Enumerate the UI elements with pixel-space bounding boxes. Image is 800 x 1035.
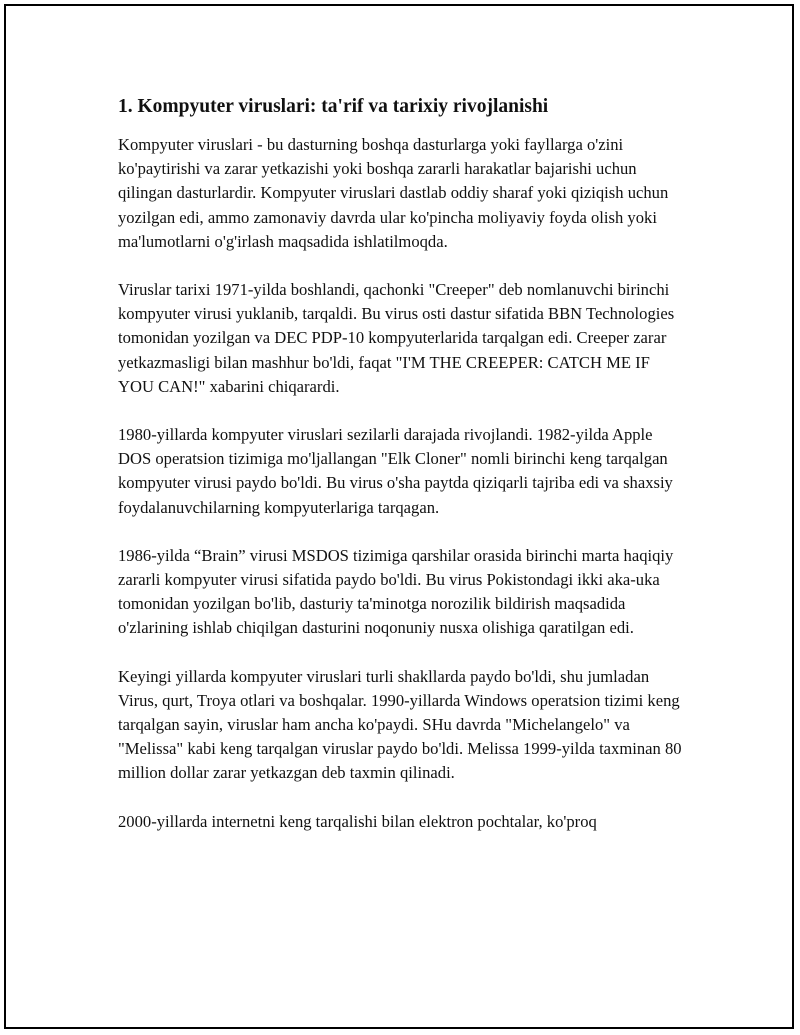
paragraph-2000s: 2000-yillarda internetni keng tarqalishi bilan elektron pochtalar, ko'proq [118, 811, 597, 831]
paragraph-brain: 1986-yilda “Brain” virusi MSDOS tizimiga qarshilar orasida birinchi marta haqiqiy zararli kompyuter virusi sifatida paydo bo'ldi. Bu virus Pokistondagi ikki aka-uka tomonidan yozilgan bo'lib, dasturiy ta'minotga norozilik bildirish maqsadida o'zlarining ishlab chiqilgan dasturini noqonuniy nusxa olishiga qaratilgan edi. [118, 545, 674, 638]
section-heading: 1. Kompyuter viruslari: ta'rif va tarixiy rivojlanishi [118, 96, 549, 117]
document-body [118, 95, 688, 858]
paragraph-later-years: Keyingi yillarda kompyuter viruslari turli shakllarda paydo bo'ldi, shu jumladan Virus, qurt, Troya otlari va boshqalar. 1990-yillarda Windows operatsion tizimi keng tarqalgan sayin, viruslar ham ancha ko'paydi. SHu davrda "Michelangelo" va "Melissa" kabi keng tarqalgan viruslar paydo bo'ldi. Melissa 1999-yilda taxminan 80 million dollar zarar yetkazgan deb taxmin qilinadi. [118, 666, 682, 783]
paragraph-creeper: Viruslar tarixi 1971-yilda boshlandi, qachonki "Creeper" deb nomlanuvchi birinchi kompyuter virusi yuklanib, tarqaldi. Bu virus osti dastur sifatida BBN Technologies tomonidan yozilgan va DEC PDP-10 kompyuterlarida tarqalgan edi. Creeper zarar yetkazmasligi bilan mashhur bo'ldi, faqat "I'M THE CREEPER: CATCH ME IF YOU CAN!" xabarini chiqarardi. [118, 280, 675, 396]
paragraph-definition: Kompyuter viruslari - bu dasturning boshqa dasturlarga yoki fayllarga o'zini ko'paytirishi va zarar yetkazishi yoki boshqa zararli harakatlar bajarishi uchun qilingan dasturlardir. Kompyuter viruslari dastlab oddiy sharaf yoki qiziqish uchun yozilgan edi, ammo zamonaviy davrda ular ko'pincha moliyaviy foyda olish yoki ma'lumotlarni o'g'irlash maqsadida ishlatilmoqda. [118, 135, 669, 251]
paragraph-1980s: 1980-yillarda kompyuter viruslari sezilarli darajada rivojlandi. 1982-yilda Apple DOS operatsion tizimiga mo'ljallangan "Elk Cloner" nomli birinchi keng tarqalgan kompyuter virusi paydo bo'ldi. Bu virus o'sha paytda qiziqarli tajriba edi va shaxsiy foydalanuvchilarning kompyuterlariga tarqagan. [118, 425, 673, 517]
